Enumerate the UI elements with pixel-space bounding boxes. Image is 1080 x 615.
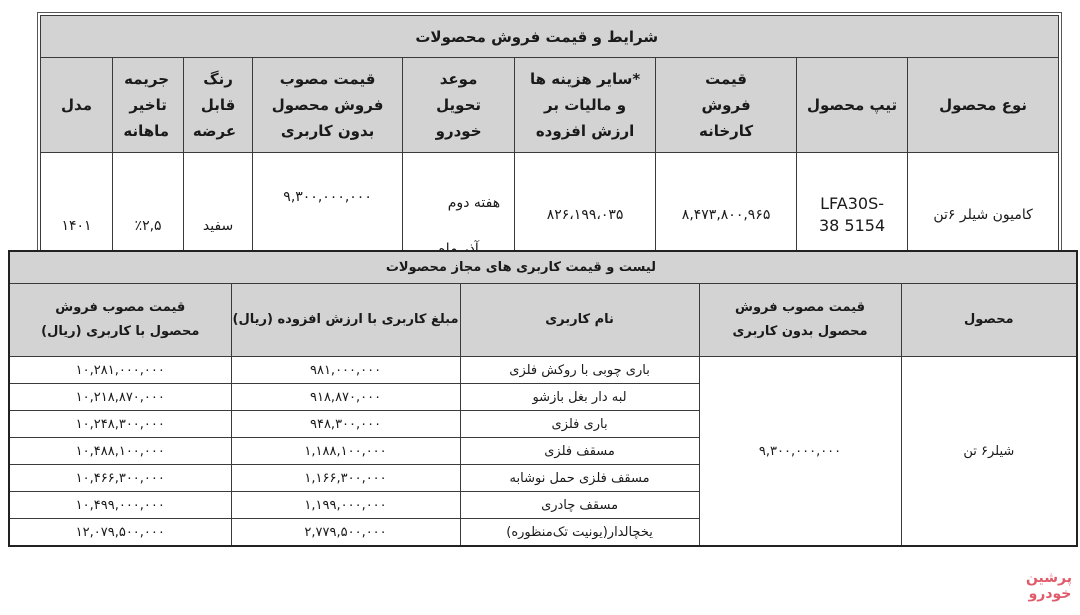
cell-factory-price: ۸,۴۷۳,۸۰۰,۹۶۵ xyxy=(656,153,797,278)
header-other-costs: *سایر هزینه ها و مالیات بر ارزش افزوده xyxy=(515,58,656,153)
header-color: رنگ قابل عرضه xyxy=(184,58,253,153)
cell-total: ۱۰,۴۸۸,۱۰۰,۰۰۰ xyxy=(9,438,231,465)
header-model: مدل xyxy=(41,58,113,153)
table-row xyxy=(9,357,1077,384)
watermark-logo xyxy=(1025,570,1072,608)
cell-total: ۱۰,۲۴۸,۳۰۰,۰۰۰ xyxy=(9,411,231,438)
cell-penalty: ٪۲,۵ xyxy=(113,153,184,278)
cell-approved-price: ۹,۳۰۰,۰۰۰,۰۰۰ xyxy=(253,153,403,278)
cell-usage-amount: ۱,۱۹۹,۰۰۰,۰۰۰ xyxy=(231,492,460,519)
cell-usage-name: یخچالدار(یونیت تک‌منظوره) xyxy=(460,519,699,547)
cell-usage-amount: ۱,۱۶۶,۳۰۰,۰۰۰ xyxy=(231,465,460,492)
cell-usage-name: مسقف فلزی xyxy=(460,438,699,465)
cell-usage-amount: ۹۴۸,۳۰۰,۰۰۰ xyxy=(231,411,460,438)
cell-usage-name: باری فلزی xyxy=(460,411,699,438)
delivery-line1: هفته دوم xyxy=(447,195,501,211)
header-product: محصول xyxy=(901,284,1077,357)
table-title: لیست و قیمت کاربری های مجاز محصولات xyxy=(9,251,1077,284)
header-approved-price-with-usage: قیمت مصوب فروش محصول با کاربری (ریال) xyxy=(9,284,231,357)
cell-usage-name: مسقف فلزی حمل نوشابه xyxy=(460,465,699,492)
cell-product-type: کامیون شیلر ۶تن xyxy=(908,153,1059,278)
cell-usage-name: مسقف چادری xyxy=(460,492,699,519)
cell-total: ۱۰,۲۸۱,۰۰۰,۰۰۰ xyxy=(9,357,231,384)
delivery-line2: آذر ماه xyxy=(438,241,479,257)
header-product-type: نوع محصول xyxy=(908,58,1059,153)
cell-model: ۱۴۰۱ xyxy=(41,153,113,278)
header-approved-price: قیمت مصوب فروش محصول بدون کاربری xyxy=(253,58,403,153)
watermark-line1: پرشین xyxy=(1025,570,1072,586)
header-delivery: موعد تحویل خودرو xyxy=(403,58,515,153)
header-usage-name: نام کاربری xyxy=(460,284,699,357)
sales-conditions-table xyxy=(40,15,1059,278)
watermark-line2: خودرو xyxy=(1028,586,1072,602)
header-product-tip: تیپ محصول xyxy=(797,58,908,153)
cell-total: ۱۰,۴۹۹,۰۰۰,۰۰۰ xyxy=(9,492,231,519)
cell-usage-name: لبه دار بغل بازشو xyxy=(460,384,699,411)
header-factory-price: قیمت فروش کارخانه xyxy=(656,58,797,153)
product-tip-text: LFA30S-38 5154 xyxy=(818,194,886,235)
cell-color: سفید xyxy=(184,153,253,278)
cell-total: ۱۲,۰۷۹,۵۰۰,۰۰۰ xyxy=(9,519,231,547)
table-title: شرایط و قیمت فروش محصولات xyxy=(41,16,1059,58)
cell-usage-amount: ۹۱۸,۸۷۰,۰۰۰ xyxy=(231,384,460,411)
cell-other-costs: ۸۲۶،۱۹۹،۰۳۵ xyxy=(515,153,656,278)
cell-total: ۱۰,۲۱۸,۸۷۰,۰۰۰ xyxy=(9,384,231,411)
cell-approved-price-no-usage: ۹,۳۰۰,۰۰۰,۰۰۰ xyxy=(699,357,901,547)
cell-product: شیلر۶ تن xyxy=(901,357,1077,547)
cell-usage-amount: ۱,۱۸۸,۱۰۰,۰۰۰ xyxy=(231,438,460,465)
cell-usage-amount: ۲,۷۷۹,۵۰۰,۰۰۰ xyxy=(231,519,460,547)
header-penalty: جریمه تاخیر ماهانه xyxy=(113,58,184,153)
cell-total: ۱۰,۴۶۶,۳۰۰,۰۰۰ xyxy=(9,465,231,492)
cell-usage-amount: ۹۸۱,۰۰۰,۰۰۰ xyxy=(231,357,460,384)
usage-price-table xyxy=(8,250,1078,547)
cell-usage-name: باری چوبی با روکش فلزی xyxy=(460,357,699,384)
header-usage-amount: مبلغ کاربری با ارزش افزوده (ریال) xyxy=(231,284,460,357)
header-approved-price-no-usage: قیمت مصوب فروش محصول بدون کاربری xyxy=(699,284,901,357)
